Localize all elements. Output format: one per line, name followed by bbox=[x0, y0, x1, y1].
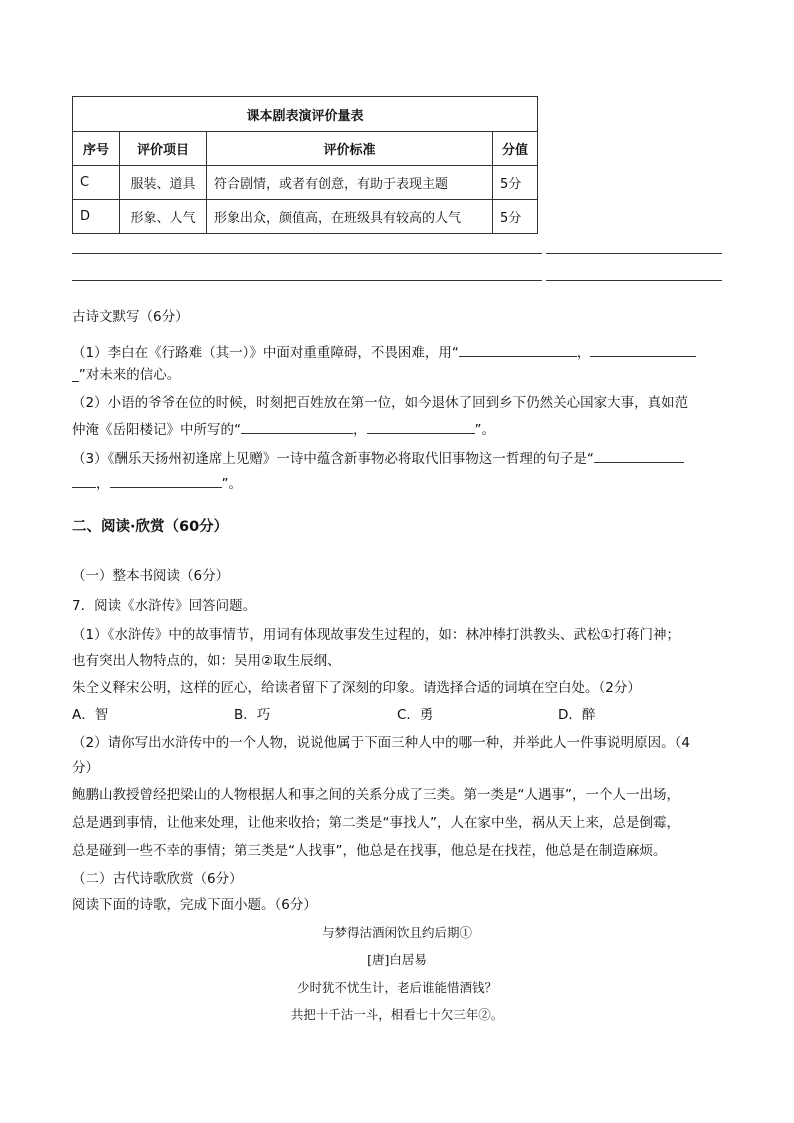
question-7-2: （2）请你写出水浒传中的一个人物，说说他属于下面三种人中的哪一种，并举此人一件事说明原因。（4 bbox=[72, 735, 690, 751]
recite-title: 古诗文默写（6分） bbox=[72, 309, 189, 325]
instruction: 阅读下面的诗歌，完成下面小题。（6分） bbox=[72, 897, 317, 913]
question-3-cont bbox=[72, 472, 242, 494]
question-7-1: （1）《水浒传》中的故事情节，用词有体现故事发生过程的，如：林冲棒打洪教头、武松①打蒋门神； bbox=[72, 627, 680, 643]
table-header: 评价项目 bbox=[120, 132, 207, 166]
question-1 bbox=[72, 341, 696, 363]
question-2-cont bbox=[72, 418, 495, 440]
question-7-1-cont: 也有突出人物特点的，如：吴用②取生辰纲、 bbox=[72, 653, 341, 669]
question-text: （3）《酬乐天扬州初逢席上见赠》一诗中蕴含新事物必将取代旧事物这一哲理的句子是“ bbox=[72, 451, 594, 467]
answer-blank[interactable] bbox=[367, 418, 475, 434]
question-1-cont: _”对未来的信心。 bbox=[72, 367, 181, 383]
section-title: 二、阅读·欣赏（60分） bbox=[72, 519, 229, 535]
table-header: 评价标准 bbox=[207, 132, 493, 166]
table-header: 分值 bbox=[493, 132, 538, 166]
answer-blank[interactable] bbox=[110, 472, 222, 488]
answer-line[interactable] bbox=[546, 280, 722, 281]
poem-line: 共把十千沽一斗，相看七十欠三年②。 bbox=[290, 1007, 504, 1022]
question-7: 7．阅读《水浒传》回答问题。 bbox=[72, 598, 257, 614]
table-cell: C bbox=[73, 166, 120, 200]
passage-line: 总是遇到事情，让他来处理，让他来收拾；第二类是“事找人”，人在家中坐，祸从天上来，总是倒霉， bbox=[72, 815, 680, 831]
poem-line: 少时犹不忧生计，老后谁能惜酒钱？ bbox=[296, 980, 497, 995]
question-text: ”。 bbox=[221, 476, 242, 492]
answer-blank[interactable] bbox=[241, 418, 353, 434]
option-c[interactable]: C．勇 bbox=[397, 707, 434, 723]
table-cell: D bbox=[73, 200, 120, 234]
answer-blank[interactable] bbox=[72, 472, 96, 488]
option-a[interactable]: A．智 bbox=[72, 707, 109, 723]
passage-line: 鲍鹏山教授曾经把梁山的人物根据人和事之间的关系分成了三类。第一类是“人遇事”，一个人一出场， bbox=[72, 787, 680, 803]
question-text: ”。 bbox=[474, 422, 495, 438]
table-header: 序号 bbox=[73, 132, 120, 166]
question-2: （2）小语的爷爷在位的时候，时刻把百姓放在第一位，如今退休了回到乡下仍然关心国家大事，真如范 bbox=[72, 395, 689, 411]
passage-line: 总是碰到一些不幸的事情；第三类是“人找事”，他总是在找事，他总是在找茬，他总是在制造麻烦。 bbox=[72, 843, 667, 859]
table-cell: 5分 bbox=[493, 200, 538, 234]
answer-blank[interactable] bbox=[459, 341, 577, 357]
table-row bbox=[73, 166, 538, 200]
question-text: （1）李白在《行路难（其一）》中面对重重障碍，不畏困难，用“ bbox=[72, 345, 459, 361]
table-cell: 形象出众，颜值高，在班级具有较高的人气 bbox=[207, 200, 493, 234]
table-cell: 服装、道具 bbox=[120, 166, 207, 200]
question-7-1-cont: 朱仝义释宋公明，这样的匠心，给读者留下了深刻的印象。请选择合适的词填在空白处。（2分） bbox=[72, 680, 641, 696]
answer-line[interactable] bbox=[72, 253, 542, 254]
question-3 bbox=[72, 447, 684, 469]
question-text: ， bbox=[353, 422, 367, 438]
poem-author: [唐]白居易 bbox=[367, 952, 427, 967]
answer-line[interactable] bbox=[72, 280, 542, 281]
part-title: （二）古代诗歌欣赏（6分） bbox=[72, 871, 243, 887]
question-7-2-cont: 分） bbox=[72, 760, 99, 776]
option-b[interactable]: B．巧 bbox=[234, 707, 271, 723]
evaluation-table bbox=[72, 96, 538, 234]
option-d[interactable]: D．醉 bbox=[558, 707, 596, 723]
table-row bbox=[73, 200, 538, 234]
question-text: ， bbox=[576, 345, 591, 361]
answer-line[interactable] bbox=[546, 253, 722, 254]
question-text: 仲淹《岳阳楼记》中所写的“ bbox=[72, 422, 241, 438]
answer-blank[interactable] bbox=[594, 447, 684, 463]
table-cell: 5分 bbox=[493, 166, 538, 200]
part-title: （一）整本书阅读（6分） bbox=[72, 568, 230, 584]
answer-blank[interactable] bbox=[590, 341, 696, 357]
question-text: ， bbox=[96, 476, 110, 492]
table-title: 课本剧表演评价量表 bbox=[73, 97, 538, 132]
table-cell: 符合剧情，或者有创意，有助于表现主题 bbox=[207, 166, 493, 200]
table-cell: 形象、人气 bbox=[120, 200, 207, 234]
poem-title: 与梦得沽酒闲饮且约后期① bbox=[321, 925, 472, 940]
